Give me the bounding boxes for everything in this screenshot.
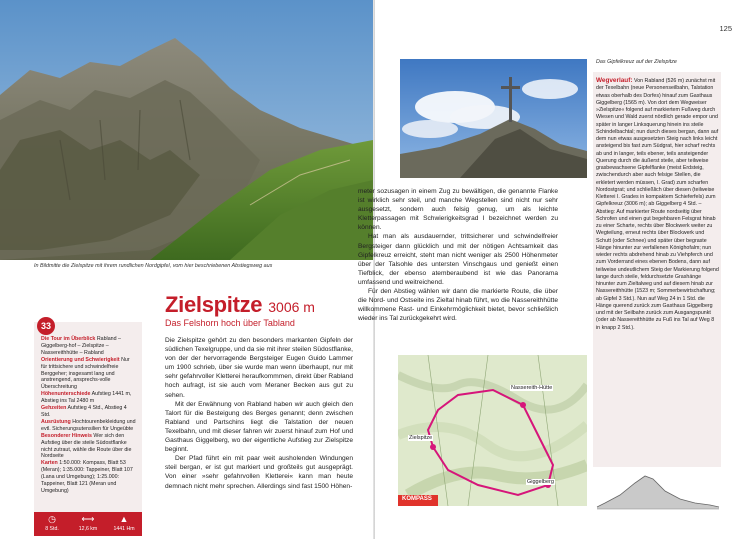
- right-page: [358, 0, 750, 539]
- info-label-notes: Besonderer Hinweis: [41, 432, 92, 439]
- body-paragraph: meter sozusagen in einem Zug zu bewältigen, die genannte Flanke ist wirklich sehr steil, und manche Wegstellen sind nicht nur sehr ausgesetzt, sondern auch felsig genug, um als leichte Kletterpassagen mit Schwierigkeitsgrad I bezeichnet werden zu können.: [358, 188, 558, 232]
- body-text-left: [165, 336, 353, 491]
- ascent-icon: ▲: [119, 514, 129, 524]
- title-name: Zielspitze: [165, 292, 263, 317]
- photo-caption: In Bildmitte die Zielspitze mit ihrem rundlichen Nordgipfel, vom hier beschriebenen Abstiegsweg aus: [34, 263, 273, 269]
- route-map: [398, 355, 587, 506]
- info-text-maps: 1:50.000: Kompass, Blatt 53 (Meran); 1:35.000: Tappeiner, Blatt 107 (Lana und Umgebung); 1:25.000: Tappeiner, Blatt 121 (Meran und Umgebung): [41, 460, 133, 494]
- stat-ascent: [106, 514, 142, 533]
- stat-distance-label: 12,6 km: [78, 526, 98, 532]
- map-label-giggelberg: Giggelberg: [527, 479, 554, 485]
- info-text-notes: Wer sich den Aufstieg über die steile Südostflanke nicht zutraut, wähle die Route über die Nordseite: [41, 432, 132, 460]
- tour-info-text: [41, 336, 137, 495]
- mountain-photo: [0, 0, 373, 260]
- stat-duration: [34, 514, 70, 533]
- info-label-gear: Ausrüstung: [41, 418, 71, 425]
- info-label-difficulty: Orientierung und Schwierigkeit: [41, 356, 120, 363]
- page-number: 125: [719, 24, 732, 33]
- info-label-time: Gehzeiten: [41, 405, 67, 412]
- body-paragraph: Die Zielspitze gehört zu den besonders markanten Gipfeln der südlichen Texelgruppe, und da sie mit ihrer steilen Südostflanke, von der der hervorragende Bergsteiger Eugen Guido Lammer um 1900 schrieb, über sie wurde man wenn überhaupt, nur mit sehr gefahrvoller Kletterei heraufkommmen, direkt über Rabland hoch aufragt, ist sie auch vom Meraner Becken aus gut zu sehen.: [165, 337, 353, 399]
- elevation-profile: [595, 471, 721, 511]
- body-paragraph: Hat man als ausdauernder, trittsicherer und schwindelfreier Bergsteiger dann glücklich und mit der nötigen Achtsamkeit das Gipfelkreuz erreicht, steht man nicht weniger als 2500 Höhenmeter über der Talsohle des untersten Vinschgaus und genießt einen Tiefblick, der ebenso atemberaubend ist wie das Panorama umfassend und weitreichend.: [358, 233, 558, 286]
- body-paragraph: Für den Abstieg wählen wir dann die markierte Route, die über die Nord- und Ostseite ins Zieltal hinab führt, wo die Nassereithhütte willkommene Rast- und Einkehrmöglichkeit bietet, bevor schließlich wieder ins Tal zurückgekehrt wird.: [358, 288, 558, 323]
- info-text-gear: Hochtourenbekleidung und evtl. Sicherungsutensilien für Ungeübte: [41, 418, 136, 432]
- title-altitude: 3006 m: [268, 299, 315, 315]
- stat-distance: [70, 514, 106, 533]
- page-title: [165, 292, 315, 318]
- info-text-height: Aufstieg 1441 m, Abstieg ins Tal 2480 m: [41, 391, 132, 405]
- info-text-time: Aufstieg 4 Std., Abstieg 4 Std.: [41, 405, 127, 418]
- clock-icon: ◷: [48, 514, 56, 524]
- route-text: Von Rabland (526 m) zunächst mit der Texelbahn (neue Personenseilbahn, Talstation etwas oberhalb des Dorfes) hinauf zum Gasthaus Giggelberg (1565 m). Von dort dem Wegweiser »Zielspitze« folgend auf markiertem Fußweg durch Wiesen und Wald zuerst nördlich gerade empor und später in langer Linksquerung hinein ins steile Schindelbachtal; nun durch dieses bergan, dann auf dem nun etwas ausgesetzten Steig nach links leicht ansteigend bis fast zum Südgrat, hier scharf rechts ab und in langer, teils ebener, teils ansteigender Querung durch die äußerst steile, aber teilweise grasbewachsene Gipfelflanke (meist Erdsteig, zwischendurch aber auch felsige Stellen, die erkletert werden müssen, I. Grad) zum scharfen Nordostgrat; und schließlich über diesen (teilweise Kletterei I. Grades in kompaktem Schieferfels) zum Gipfelkreuz (3006 m); ab Giggelberg 4 Std. – Abstieg: Auf markierter Route nordseitig über Schrofen und einen gut begehbaren Felsgrat hinab zu einer Scharte, rechts über Blockwerk weiter zu Wegteilung, erneut rechts über Blockwerk und Schutt (oder Schnee) und später über begraste Hänge hinunter zur verfallenen Könighofalm; nun wieder rechts abdrehend hinab zu Viehpferch und zum Vorderrand eines ebenen Bodens, dann auf teilweise undeutlichem Steig der Markierung folgend lange durch steile, feldurchsetzte Grashänge hinunter zum Zieltalweg und auf diesem hinab zur Nassereithhütte (1523 m; Sommerbewirtschaftung; ab Gipfel 3 Std.). Nun auf Weg 24 in 1 Std. die Hänge querend zurück zum Gasthaus Giggelberg und mit der Seilbahn zurück zum Ausgangspunkt (oder ab Nassereithhütte zu Fuß ins Tal auf Weg 8 in knapp 2 Std.).: [596, 78, 719, 331]
- route-description: [596, 77, 719, 332]
- body-text-right: [358, 187, 558, 323]
- stat-duration-label: 8 Std.: [45, 526, 59, 532]
- distance-icon: ⟷: [81, 514, 95, 524]
- info-text-difficulty: Nur für trittsichere und schwindelfreie Berggeher; insgesamt lang und anstrengend, ansprechs-volle Überschreitung: [41, 356, 130, 391]
- info-label-tour: Die Tour im Überblick: [41, 336, 96, 342]
- info-label-height: Höhenunterschiede: [41, 391, 91, 398]
- map-brand: KOMPASS: [402, 496, 432, 502]
- summit-cross-photo: [400, 59, 587, 178]
- map-label-hut: Nassereith-Hütte: [511, 385, 553, 391]
- body-paragraph: Mit der Erwähnung von Rabland haben wir auch gleich den Talort für die Besteigung des Berges genannt; denn zwischen Rabland und Partschins liegt die Talstation der neuen Texelbahn, und mit dieser fahren wir zuerst hinauf zum Hof und Gasthaus Giggelberg, wo der eigentliche Aufstieg zur Zielspitze beginnt.: [165, 400, 353, 454]
- route-label: Wegverlauf:: [596, 77, 633, 84]
- map-label-peak: Zielspitze: [409, 435, 433, 441]
- page-subtitle: Das Felshorn hoch über Tabland: [165, 318, 295, 328]
- stat-ascent-label: 1441 Hm: [113, 526, 135, 532]
- info-label-maps: Karten: [41, 460, 58, 467]
- summit-caption: Das Gipfelkreuz auf der Zielspitze: [596, 59, 677, 65]
- info-text-tour: Rabland – Giggelberg-hof – Zielspitze – Nassereithhütte – Rabland: [41, 336, 121, 356]
- body-paragraph: Der Pfad führt ein mit paar weit ausholenden Windungen steil bergan, er ist gut markiert und großteils gut ausgeprägt. Von einer »sehr gefahrvollen Kletterei« kann man heute demnach nicht mehr sprechen. Allerdings sind fast 1500 Höhen-: [165, 455, 353, 490]
- tour-number-badge: 33: [37, 317, 55, 335]
- tour-stats-bar: [34, 512, 142, 536]
